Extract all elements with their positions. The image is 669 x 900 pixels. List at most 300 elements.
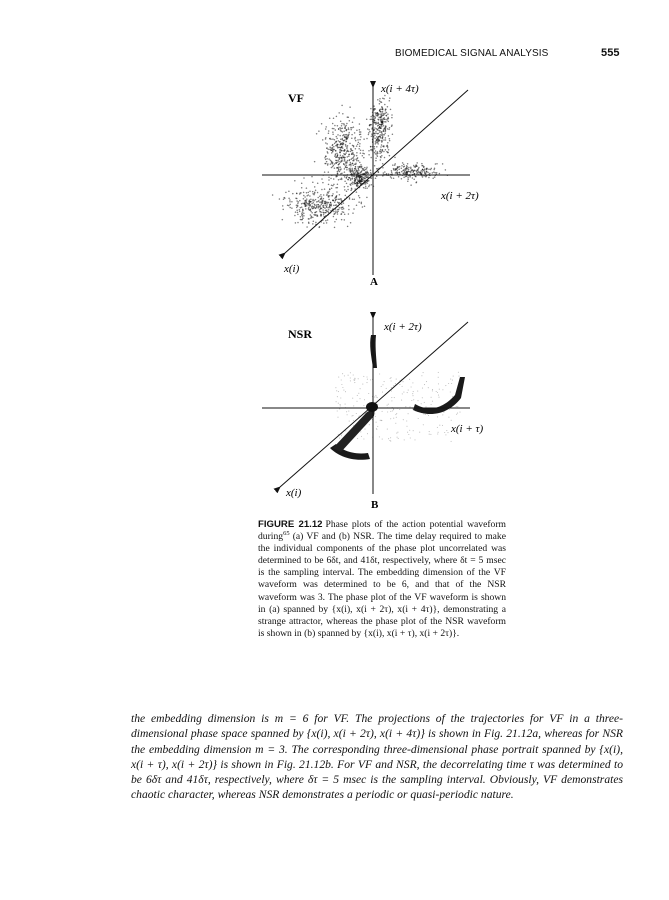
scatter-point <box>436 391 437 392</box>
scatter-point <box>414 170 416 172</box>
scatter-point <box>382 149 384 151</box>
scatter-point <box>397 437 398 438</box>
scatter-point <box>312 223 314 225</box>
scatter-point <box>342 155 344 157</box>
scatter-point <box>325 159 327 161</box>
scatter-point <box>377 397 378 398</box>
scatter-point <box>324 212 326 214</box>
scatter-point <box>353 146 355 148</box>
scatter-point <box>384 134 386 136</box>
scatter-point <box>332 193 334 195</box>
scatter-point <box>380 159 382 161</box>
scatter-point <box>303 195 305 197</box>
scatter-point <box>332 138 334 140</box>
scatter-point <box>337 417 338 418</box>
scatter-point <box>315 199 317 201</box>
scatter-point <box>292 193 294 195</box>
scatter-point <box>341 150 343 152</box>
scatter-point <box>360 172 362 174</box>
scatter-point <box>341 105 343 107</box>
scatter-point <box>388 149 390 151</box>
scatter-point <box>431 404 432 405</box>
scatter-point <box>329 149 331 151</box>
scatter-point <box>337 160 339 162</box>
scatter-point <box>376 136 378 138</box>
scatter-point <box>304 205 306 207</box>
scatter-point <box>353 199 355 201</box>
scatter-point <box>358 195 360 197</box>
scatter-point <box>424 171 426 173</box>
scatter-point <box>396 433 397 434</box>
scatter-point <box>346 175 348 177</box>
scatter-point <box>305 200 307 202</box>
scatter-point <box>325 126 327 128</box>
scatter-point <box>340 198 342 200</box>
scatter-point <box>342 135 344 137</box>
scatter-point <box>408 167 410 169</box>
scatter-point <box>346 129 348 131</box>
scatter-point <box>396 413 397 414</box>
scatter-point <box>448 383 449 384</box>
scatter-point <box>347 160 349 162</box>
scatter-point <box>334 167 336 169</box>
scatter-point <box>331 195 333 197</box>
scatter-point <box>327 191 329 193</box>
panel-a-vertical-label: x(i + 4τ) <box>381 83 419 95</box>
scatter-point <box>428 415 429 416</box>
scatter-point <box>340 131 342 133</box>
scatter-point <box>362 169 364 171</box>
scatter-point <box>368 132 370 134</box>
scatter-point <box>393 409 394 410</box>
scatter-point <box>352 145 354 147</box>
scatter-point <box>381 112 383 114</box>
scatter-point <box>380 128 382 130</box>
scatter-point <box>333 128 335 130</box>
scatter-point <box>378 130 380 132</box>
nsr-trajectory <box>330 335 465 460</box>
scatter-point <box>381 141 383 143</box>
scatter-point <box>333 178 335 180</box>
scatter-point <box>288 205 290 207</box>
scatter-point <box>408 170 410 172</box>
scatter-point <box>391 114 393 116</box>
scatter-point <box>352 415 353 416</box>
scatter-point <box>391 126 393 128</box>
scatter-point <box>339 408 340 409</box>
scatter-point <box>370 172 372 174</box>
scatter-point <box>377 125 379 127</box>
scatter-point <box>360 431 361 432</box>
scatter-point <box>335 204 337 206</box>
scatter-point <box>309 205 311 207</box>
scatter-point <box>319 202 321 204</box>
scatter-point <box>329 188 331 190</box>
scatter-point <box>302 216 304 218</box>
scatter-point <box>349 143 351 145</box>
scatter-point <box>381 116 383 118</box>
scatter-point <box>421 403 422 404</box>
scatter-point <box>381 152 383 154</box>
scatter-point <box>390 378 391 379</box>
scatter-point <box>422 176 424 178</box>
scatter-point <box>371 124 373 126</box>
scatter-point <box>369 124 371 126</box>
scatter-point <box>308 207 310 209</box>
scatter-point <box>306 226 308 228</box>
scatter-point <box>338 179 340 181</box>
scatter-point <box>301 182 303 184</box>
scatter-point <box>336 156 338 158</box>
scatter-point <box>387 429 388 430</box>
scatter-point <box>347 226 349 228</box>
scatter-point <box>377 122 379 124</box>
scatter-point <box>343 123 345 125</box>
scatter-point <box>393 178 395 180</box>
scatter-point <box>437 427 438 428</box>
scatter-point <box>289 199 291 201</box>
scatter-point <box>390 377 391 378</box>
scatter-point <box>362 150 364 152</box>
scatter-point <box>297 214 299 216</box>
scatter-point <box>354 178 356 180</box>
scatter-point <box>405 169 407 171</box>
scatter-point <box>398 166 400 168</box>
scatter-point <box>314 192 316 194</box>
scatter-point <box>402 162 404 164</box>
scatter-point <box>375 395 376 396</box>
scatter-point <box>424 173 426 175</box>
scatter-point <box>332 144 334 146</box>
scatter-point <box>356 184 358 186</box>
scatter-point <box>368 150 370 152</box>
scatter-point <box>348 168 350 170</box>
scatter-point <box>346 177 348 179</box>
scatter-point <box>383 139 385 141</box>
scatter-point <box>356 176 358 178</box>
scatter-point <box>350 159 352 161</box>
scatter-point <box>360 136 362 138</box>
scatter-point <box>380 101 382 103</box>
scatter-point <box>391 170 393 172</box>
scatter-point <box>341 156 343 158</box>
scatter-point <box>336 390 337 391</box>
scatter-point <box>409 176 411 178</box>
scatter-point <box>346 411 347 412</box>
scatter-point <box>362 180 364 182</box>
scatter-point <box>386 388 387 389</box>
scatter-point <box>354 137 356 139</box>
scatter-point <box>418 418 419 419</box>
scatter-point <box>310 214 312 216</box>
scatter-point <box>436 163 438 165</box>
scatter-point <box>342 207 344 209</box>
scatter-point <box>316 206 318 208</box>
scatter-point <box>300 207 302 209</box>
scatter-point <box>303 198 305 200</box>
scatter-point <box>285 192 287 194</box>
scatter-point <box>357 144 359 146</box>
scatter-point <box>350 184 352 186</box>
scatter-point <box>355 148 357 150</box>
scatter-point <box>353 171 355 173</box>
scatter-point <box>344 171 346 173</box>
scatter-point <box>381 119 383 121</box>
scatter-point <box>324 171 326 173</box>
scatter-point <box>346 165 348 167</box>
scatter-point <box>445 169 447 171</box>
scatter-point <box>417 391 418 392</box>
scatter-point <box>353 164 355 166</box>
scatter-point <box>407 432 408 433</box>
scatter-point <box>363 153 365 155</box>
scatter-point <box>451 441 452 442</box>
scatter-point <box>356 129 358 131</box>
scatter-point <box>401 165 403 167</box>
scatter-point <box>421 165 423 167</box>
scatter-point <box>442 414 443 415</box>
scatter-point <box>376 146 378 148</box>
scatter-point <box>379 124 381 126</box>
scatter-point <box>364 167 366 169</box>
scatter-point <box>302 202 304 204</box>
scatter-point <box>332 150 334 152</box>
scatter-point <box>356 152 358 154</box>
scatter-point <box>340 138 342 140</box>
scatter-point <box>352 398 353 399</box>
scatter-point <box>310 208 312 210</box>
scatter-point <box>373 132 375 134</box>
scatter-point <box>332 134 334 136</box>
scatter-point <box>408 413 409 414</box>
scatter-point <box>344 186 346 188</box>
scatter-point <box>282 209 284 211</box>
scatter-point <box>405 176 407 178</box>
scatter-point <box>343 208 345 210</box>
scatter-point <box>332 148 334 150</box>
scatter-point <box>401 171 403 173</box>
scatter-point <box>428 387 429 388</box>
scatter-point <box>301 203 303 205</box>
scatter-point <box>291 207 293 209</box>
scatter-point <box>328 191 330 193</box>
scatter-point <box>322 182 324 184</box>
scatter-point <box>303 212 305 214</box>
scatter-point <box>362 155 364 157</box>
scatter-point <box>366 376 367 377</box>
scatter-point <box>307 203 309 205</box>
scatter-point <box>374 138 376 140</box>
scatter-point <box>363 138 365 140</box>
scatter-point <box>381 420 382 421</box>
scatter-point <box>321 196 323 198</box>
scatter-point <box>341 219 343 221</box>
scatter-point <box>348 151 350 153</box>
scatter-point <box>387 106 389 108</box>
scatter-point <box>363 157 365 159</box>
scatter-point <box>352 160 354 162</box>
scatter-point <box>350 190 352 192</box>
scatter-point <box>413 430 414 431</box>
scatter-point <box>324 188 326 190</box>
scatter-point <box>308 221 310 223</box>
scatter-point <box>345 195 347 197</box>
scatter-point <box>432 401 433 402</box>
scatter-point <box>374 120 376 122</box>
scatter-point <box>388 404 389 405</box>
scatter-point <box>340 143 342 145</box>
scatter-point <box>439 389 440 390</box>
scatter-point <box>330 163 332 165</box>
scatter-point <box>375 114 377 116</box>
scatter-point <box>387 113 389 115</box>
scatter-point <box>355 163 357 165</box>
scatter-point <box>390 411 391 412</box>
scatter-point <box>331 203 333 205</box>
scatter-point <box>390 109 392 111</box>
scatter-point <box>340 404 341 405</box>
scatter-point <box>374 396 375 397</box>
scatter-point <box>344 158 346 160</box>
scatter-point <box>360 150 362 152</box>
scatter-point <box>403 169 405 171</box>
scatter-point <box>335 197 337 199</box>
scatter-point <box>327 152 329 154</box>
scatter-point <box>395 414 396 415</box>
scatter-point <box>320 211 322 213</box>
scatter-point <box>401 178 403 180</box>
scatter-point <box>304 201 306 203</box>
scatter-point <box>342 113 344 115</box>
scatter-point <box>352 182 354 184</box>
scatter-point <box>458 372 459 373</box>
scatter-point <box>344 168 346 170</box>
scatter-point <box>342 387 343 388</box>
scatter-point <box>350 162 352 164</box>
scatter-point <box>336 138 338 140</box>
scatter-point <box>442 163 444 165</box>
caption-reference: 65 <box>283 529 290 537</box>
scatter-point <box>392 133 394 135</box>
scatter-point <box>432 389 433 390</box>
scatter-point <box>297 203 299 205</box>
scatter-point <box>416 162 418 164</box>
scatter-point <box>302 219 304 221</box>
scatter-point <box>397 432 398 433</box>
scatter-point <box>283 198 285 200</box>
scatter-point <box>340 147 342 149</box>
scatter-point <box>308 194 310 196</box>
scatter-point <box>308 208 310 210</box>
scatter-point <box>352 169 354 171</box>
scatter-point <box>382 122 384 124</box>
scatter-point <box>353 158 355 160</box>
scatter-point <box>346 136 348 138</box>
scatter-point <box>382 98 384 100</box>
scatter-point <box>376 429 377 430</box>
scatter-point <box>407 181 409 183</box>
scatter-point <box>382 167 384 169</box>
scatter-point <box>345 127 347 129</box>
scatter-point <box>411 400 412 401</box>
scatter-point <box>374 413 375 414</box>
scatter-point <box>345 391 346 392</box>
scatter-point <box>345 125 347 127</box>
scatter-point <box>409 406 410 407</box>
scatter-point <box>432 178 434 180</box>
scatter-point <box>301 206 303 208</box>
scatter-point <box>367 433 368 434</box>
scatter-point <box>336 191 338 193</box>
scatter-point <box>350 148 352 150</box>
scatter-point <box>437 392 438 393</box>
scatter-point <box>379 373 380 374</box>
scatter-point <box>358 142 360 144</box>
scatter-point <box>319 206 321 208</box>
scatter-point <box>350 164 352 166</box>
scatter-point <box>343 160 345 162</box>
scatter-point <box>295 197 297 199</box>
scatter-point <box>411 386 412 387</box>
scatter-point <box>388 118 390 120</box>
scatter-point <box>327 207 329 209</box>
scatter-point <box>363 438 364 439</box>
scatter-point <box>317 192 319 194</box>
scatter-point <box>330 159 332 161</box>
scatter-point <box>323 205 325 207</box>
scatter-point <box>404 439 405 440</box>
scatter-point <box>356 401 357 402</box>
scatter-point <box>383 98 385 100</box>
scatter-point <box>329 207 331 209</box>
scatter-point <box>356 204 358 206</box>
scatter-point <box>299 209 301 211</box>
scatter-point <box>347 145 349 147</box>
scatter-point <box>325 210 327 212</box>
scatter-point <box>374 127 376 129</box>
scatter-point <box>387 405 388 406</box>
scatter-point <box>429 431 430 432</box>
scatter-point <box>382 134 384 136</box>
scatter-point <box>356 178 358 180</box>
scatter-point <box>356 160 358 162</box>
scatter-point <box>423 166 425 168</box>
scatter-point <box>348 132 350 134</box>
scatter-point <box>349 170 351 172</box>
scatter-point <box>359 398 360 399</box>
scatter-point <box>377 133 379 135</box>
scatter-point <box>382 439 383 440</box>
scatter-point <box>350 151 352 153</box>
scatter-point <box>377 99 379 101</box>
scatter-point <box>339 163 341 165</box>
scatter-point <box>340 173 342 175</box>
scatter-point <box>310 217 312 219</box>
scatter-point <box>352 212 354 214</box>
scatter-point <box>354 138 356 140</box>
scatter-point <box>375 177 377 179</box>
scatter-point <box>375 150 377 152</box>
scatter-point <box>343 156 345 158</box>
scatter-point <box>328 177 330 179</box>
scatter-point <box>341 435 342 436</box>
scatter-point <box>394 169 396 171</box>
scatter-point <box>344 176 346 178</box>
scatter-point <box>322 203 324 205</box>
scatter-point <box>432 390 433 391</box>
scatter-point <box>364 399 365 400</box>
scatter-point <box>343 131 345 133</box>
